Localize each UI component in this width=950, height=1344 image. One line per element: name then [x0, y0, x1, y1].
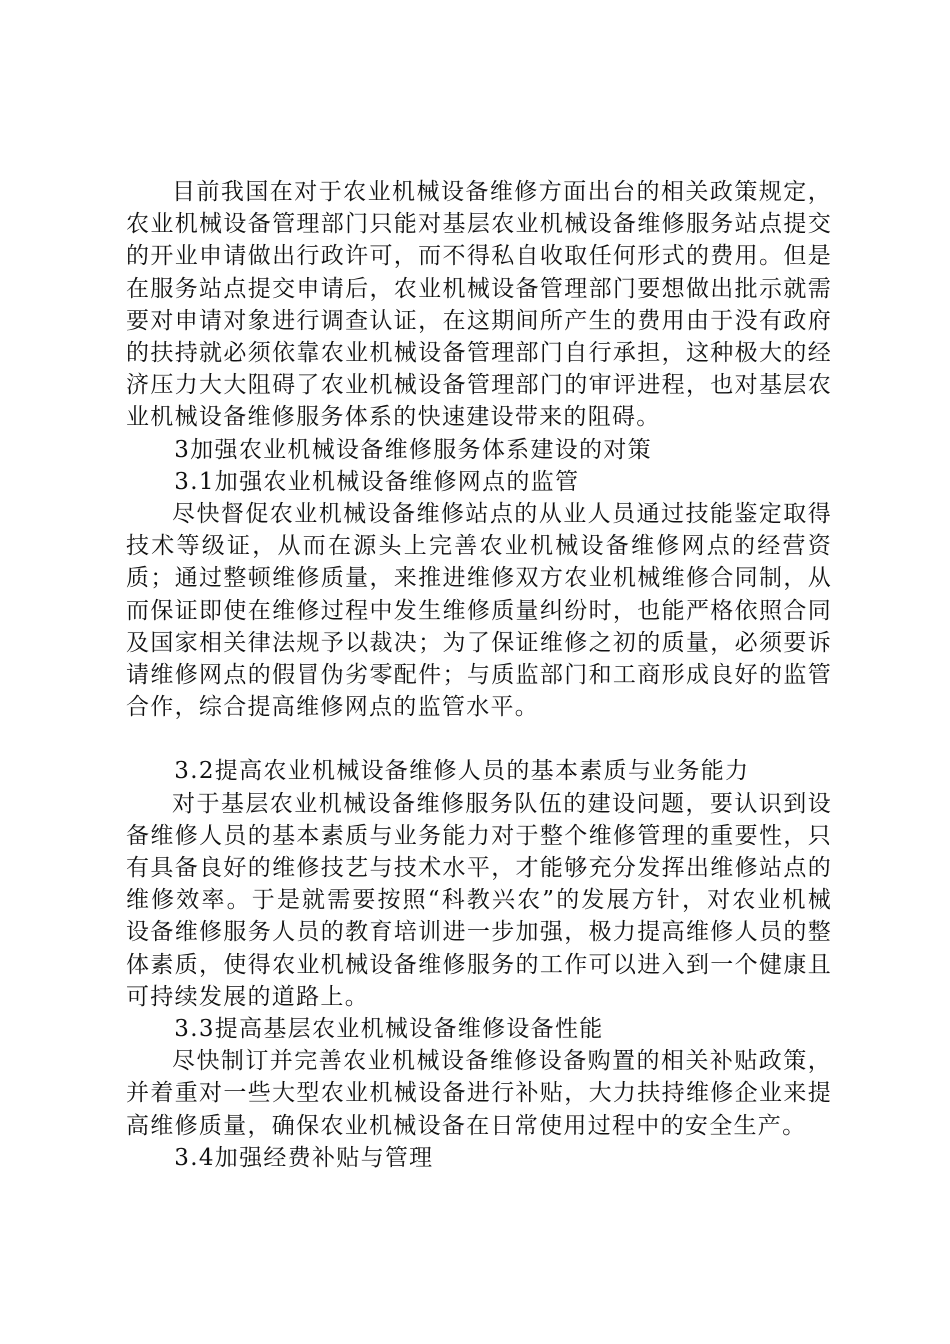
- body-paragraph: 目前我国在对于农业机械设备维修方面出台的相关政策规定，农业机械设备管理部门只能对基层农业机械设备维修服务站点提交的开业申请做出行政许可，而不得私自收取任何形式的费用。但是在服务站点提交申请后，农业机械设备管理部门要想做出批示就需要对申请对象进行调查认证，在这期间所产生的费用由于没有政府的扶持就必须依靠农业机械设备管理部门自行承担，这种极大的经济压力大大阻碍了农业机械设备管理部门的审评进程，也对基层农业机械设备维修服务体系的快速建设带来的阻碍。: [126, 179, 832, 431]
- body-paragraph: 对于基层农业机械设备维修服务队伍的建设问题，要认识到设备维修人员的基本素质与业务能力对于整个维修管理的重要性，只有具备良好的维修技艺与技术水平，才能够充分发挥出维修站点的维修效率。于是就需要按照“科教兴农”的发展方针，对农业机械设备维修服务人员的教育培训进一步加强，极力提高维修人员的整体素质，使得农业机械设备维修服务的工作可以进入到一个健康且可持续发展的道路上。: [126, 790, 832, 1010]
- body-paragraph: 尽快制订并完善农业机械设备维修设备购置的相关补贴政策，并着重对一些大型农业机械设备进行补贴，大力扶持维修企业来提高维修质量，确保农业机械设备在日常使用过程中的安全生产。: [126, 1048, 832, 1139]
- subsection-heading: 3.1加强农业机械设备维修网点的监管: [174, 468, 580, 495]
- subsection-heading: 3.4加强经费补贴与管理: [174, 1144, 434, 1171]
- section-heading: 3加强农业机械设备维修服务体系建设的对策: [174, 436, 652, 463]
- subsection-heading: 3.3提高基层农业机械设备维修设备性能: [174, 1016, 604, 1043]
- document-body: [126, 176, 832, 1174]
- body-paragraph: 尽快督促农业机械设备维修站点的从业人员通过技能鉴定取得技术等级证，从而在源头上完善农业机械设备维修网点的经营资质；通过整顿维修质量，来推进维修双方农业机械维修合同制，从而保证即使在维修过程中发生维修质量纠纷时，也能严格依照合同及国家相关律法规予以裁决；为了保证维修之初的质量，必须要诉请维修网点的假冒伪劣零配件；与质监部门和工商形成良好的监管合作，综合提高维修网点的监管水平。: [126, 501, 832, 721]
- subsection-heading: 3.2提高农业机械设备维修人员的基本素质与业务能力: [174, 758, 750, 785]
